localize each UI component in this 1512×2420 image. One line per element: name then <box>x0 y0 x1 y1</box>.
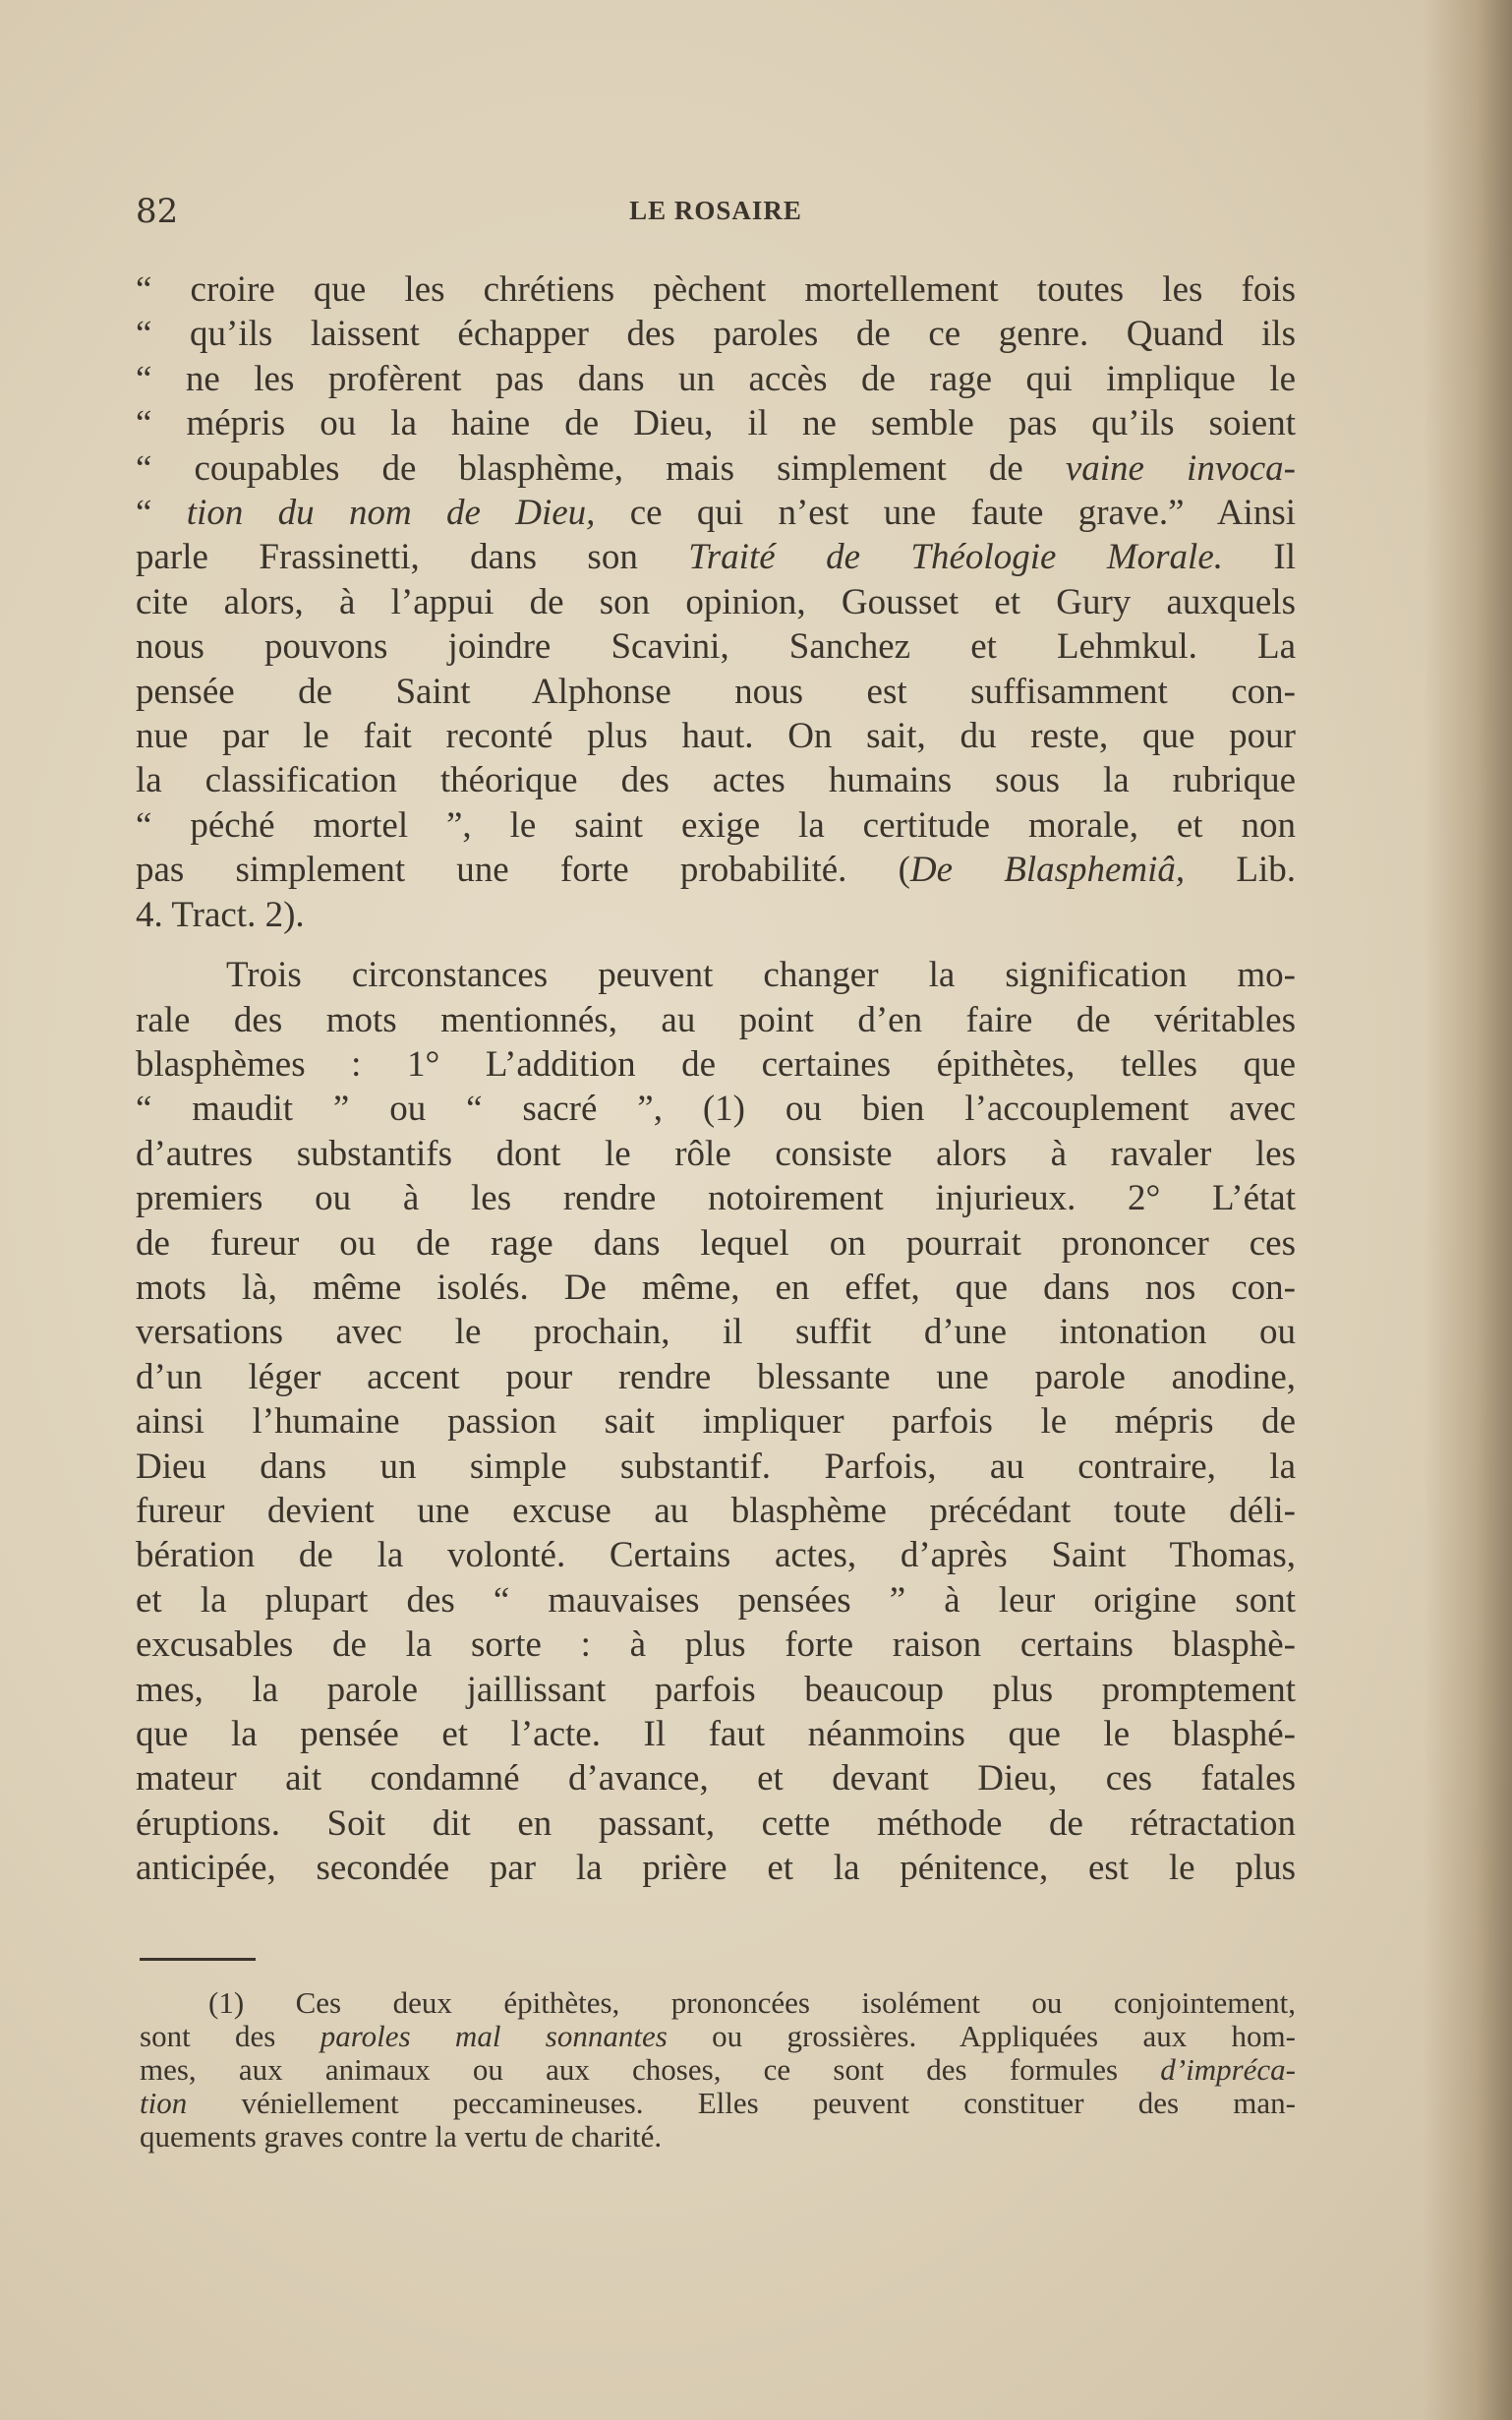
paragraph-2 <box>136 953 1296 1891</box>
text-line: Trois circonstances peuvent changer la signification mo- <box>226 955 1296 996</box>
text-fragment: véniellement peccamineuses. Elles peuvent constituer des man- <box>187 2086 1296 2120</box>
text-line: “ mépris ou la haine de Dieu, il ne semble pas qu’ils soient <box>136 403 1296 444</box>
text-line <box>136 491 1296 535</box>
text-line: fureur devient une excuse au blasphème précédant toute déli- <box>136 1490 1296 1531</box>
italic-fragment: tion du nom de Dieu, <box>186 493 596 534</box>
text-line: blasphèmes : 1° L’addition de certaines épithètes, telles que <box>136 1043 1296 1085</box>
italic-fragment: paroles mal sonnantes <box>320 2019 668 2053</box>
text-line: d’un léger accent pour rendre blessante une parole anodine, <box>136 1356 1296 1397</box>
text-line: cite alors, à l’appui de son opinion, Gousset et Gury auxquels <box>136 581 1296 622</box>
text-fragment: pas simplement une forte probabilité. ( <box>136 850 910 891</box>
text-line: ainsi l’humaine passion sait impliquer parfois le mépris de <box>136 1401 1296 1443</box>
text-line: premiers ou à les rendre notoirement injurieux. 2° L’état <box>136 1178 1296 1219</box>
footnote-line <box>140 2087 1296 2120</box>
text-line: 4. Tract. 2). <box>136 894 305 935</box>
italic-fragment: Traité de Théologie Morale. <box>688 537 1223 578</box>
text-line: Dieu dans un simple substantif. Parfois, au contraire, la <box>136 1446 1296 1487</box>
text-line: nous pouvons joindre Scavini, Sanchez et Lehmkul. La <box>136 626 1296 668</box>
text-line: “ péché mortel ”, le saint exige la certitude morale, et non <box>136 804 1296 846</box>
text-fragment: Il <box>1223 537 1297 578</box>
text-line <box>136 535 1296 579</box>
footnote <box>140 1986 1296 2154</box>
text-line: anticipée, secondée par la prière et la pénitence, est le plus <box>136 1848 1296 1889</box>
text-line: la classification théorique des actes humains sous la rubrique <box>136 760 1296 801</box>
text-line: rale des mots mentionnés, au point d’en faire de véritables <box>136 999 1296 1040</box>
running-title: LE ROSAIRE <box>629 196 802 225</box>
text-line: d’autres substantifs dont le rôle consiste alors à ravaler les <box>136 1133 1296 1174</box>
footnote-line: (1) Ces deux épithètes, prononcées isolément ou conjointement, <box>208 1985 1296 2020</box>
text-line: mateur ait condamné d’avance, et devant Dieu, ces fatales <box>136 1758 1296 1800</box>
page-number: 82 <box>136 192 179 231</box>
text-fragment: mes, aux animaux ou aux choses, ce sont des formules <box>140 2052 1161 2087</box>
italic-fragment: tion <box>140 2086 188 2120</box>
text-line: mes, la parole jaillissant parfois beaucoup plus promptement <box>136 1669 1296 1710</box>
text-fragment: parle Frassinetti, dans son <box>136 537 638 578</box>
text-line: éruptions. Soit dit en passant, cette méthode de rétractation <box>136 1802 1296 1844</box>
text-line: que la pensée et l’acte. Il faut néanmoins que le blasphé- <box>136 1714 1296 1754</box>
text-line: mots là, même isolés. De même, en effet, que dans nos con- <box>136 1267 1296 1308</box>
body-text <box>136 267 1296 1891</box>
text-fragment: “ coupables de blasphème, mais simplement de <box>136 447 1023 489</box>
text-line: et la plupart des “ mauvaises pensées ” à leur origine sont <box>136 1579 1296 1621</box>
text-fragment: ce qui n’est une faute grave.” Ainsi <box>595 493 1297 534</box>
page-header <box>136 192 1296 231</box>
italic-fragment: vaine invoca- <box>1065 447 1297 489</box>
text-line: “ ne les profèrent pas dans un accès de rage qui implique le <box>136 358 1296 399</box>
footnote-line: quements graves contre la vertu de charité. <box>140 2119 663 2154</box>
footnote-divider <box>140 1958 256 1961</box>
text-line <box>136 848 1296 892</box>
text-fragment: sont des <box>140 2019 320 2053</box>
text-fragment: ou grossières. Appliquées aux hom- <box>667 2019 1296 2053</box>
binding-shadow <box>1424 0 1512 2420</box>
text-line: “ croire que les chrétiens pèchent mortellement toutes les fois <box>136 269 1296 310</box>
footnote-line <box>140 2053 1296 2087</box>
text-line: “ maudit ” ou “ sacré ”, (1) ou bien l’accouplement avec <box>136 1089 1296 1130</box>
text-line: pensée de Saint Alphonse nous est suffisamment con- <box>136 671 1296 712</box>
text-line <box>136 446 1296 491</box>
italic-fragment: d’impréca- <box>1160 2052 1296 2087</box>
footnote-line <box>140 2020 1296 2053</box>
text-line: “ qu’ils laissent échapper des paroles de ce genre. Quand ils <box>136 314 1296 355</box>
text-line: versations avec le prochain, il suffit d’une intonation ou <box>136 1312 1296 1353</box>
text-line: de fureur ou de rage dans lequel on pourrait prononcer ces <box>136 1222 1296 1264</box>
text-line: nue par le fait reconté plus haut. On sait, du reste, que pour <box>136 716 1296 757</box>
text-fragment: Lib. <box>1185 850 1296 891</box>
text-fragment: “ <box>136 493 152 534</box>
text-line: bération de la volonté. Certains actes, d’après Saint Thomas, <box>136 1535 1296 1576</box>
paragraph-1 <box>136 267 1296 937</box>
italic-fragment: De Blasphemiâ, <box>909 850 1186 891</box>
text-line: excusables de la sorte : à plus forte raison certains blasphè- <box>136 1624 1296 1666</box>
